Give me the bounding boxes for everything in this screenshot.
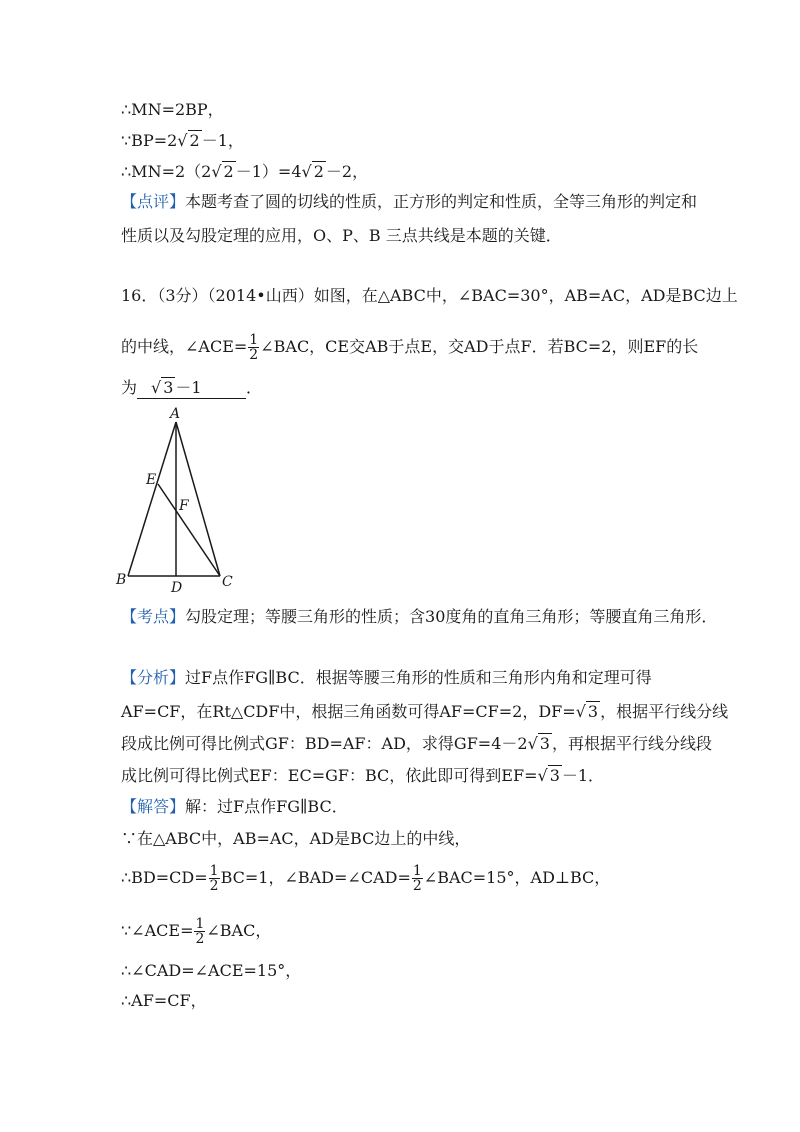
text: ，根据平行线分线 — [600, 702, 729, 721]
solution-line-6 — [121, 991, 207, 1011]
numerator: 1 — [249, 332, 259, 348]
sqrt-symbol: √ 2 — [301, 162, 324, 181]
text: －1）=4 — [235, 162, 302, 181]
text: 成比例可得比例式EF：EC=GF：BC，依此即可得到EF= — [121, 766, 538, 785]
text: 为 — [121, 378, 138, 397]
segment-ce — [158, 484, 220, 576]
comment-line — [121, 192, 697, 212]
numerator: 1 — [195, 916, 205, 932]
answer-blank — [137, 378, 246, 399]
text: 勾股定理；等腰三角形的性质；含30度角的直角三角形；等腰直角三角形． — [185, 607, 718, 626]
text: ∠BAC，CE交AB于点E，交AD于点F．若BC=2，则EF的长 — [260, 337, 699, 356]
answer-line — [121, 378, 262, 399]
label-d: D — [171, 580, 183, 594]
denominator: 2 — [249, 347, 259, 363]
text: ∵BP=2 — [121, 131, 178, 150]
radicand: 2 — [223, 162, 234, 181]
section-tag-comment: 【点评】 — [121, 192, 186, 211]
question-line-1 — [121, 286, 738, 306]
text: ∴MN=2BP， — [121, 100, 224, 119]
label-a: A — [170, 406, 181, 422]
radicand: 3 — [549, 766, 560, 785]
sqrt-symbol: √ 2 — [211, 162, 234, 181]
fraction — [412, 864, 423, 893]
solution-line-1 — [121, 797, 348, 817]
analysis-line-1 — [121, 668, 652, 688]
analysis-line-4 — [121, 766, 604, 786]
text: ∴AF=CF， — [121, 991, 207, 1010]
text: 的中线，∠ACE= — [121, 337, 248, 356]
text: 本题考查了圆的切线的性质，正方形的判定和性质，全等三角形的判定和 — [185, 192, 698, 211]
text: 16．（3分）（2014•山西）如图，在△ABC中，∠BAC=30°，AB=AC，AD是BC边上 — [121, 286, 738, 305]
text: －2， — [325, 162, 369, 181]
text: 性质以及勾股定理的应用，O、P、B 三点共线是本题的关键． — [121, 226, 562, 245]
solution-line-5 — [121, 961, 301, 981]
text-line-2 — [121, 131, 244, 151]
solution-line-4 — [121, 917, 271, 946]
denominator: 2 — [412, 878, 422, 894]
sqrt-symbol: √ 3 — [575, 702, 599, 721]
text: ∵在△ABC中，AB=AC，AD是BC边上的中线， — [121, 829, 471, 848]
section-tag-solution: 【解答】 — [121, 797, 186, 816]
text-line-5 — [121, 226, 562, 246]
text: ∵∠ACE= — [121, 921, 194, 940]
text: －1 — [175, 378, 202, 397]
text: ，再根据平行线分线段 — [551, 734, 712, 753]
solution-line-3 — [121, 864, 610, 893]
text: ∠BAC， — [206, 921, 272, 940]
text-line-1 — [121, 100, 224, 120]
text: 过F点作FG∥BC．根据等腰三角形的性质和三角形内角和定理可得 — [185, 668, 652, 687]
fraction — [194, 917, 205, 946]
text: ∴∠CAD=∠ACE=15°， — [121, 961, 302, 980]
triangle-figure — [112, 404, 242, 594]
text: ∠BAC=15°，AD⊥BC， — [423, 868, 611, 887]
analysis-line-2 — [121, 702, 728, 722]
label-b: B — [116, 572, 127, 588]
solution-line-2 — [121, 829, 470, 849]
text-line-3 — [121, 162, 368, 182]
text: AF=CF，在Rt△CDF中，根据三角函数可得AF=CF=2，DF= — [121, 702, 576, 721]
section-tag-topic: 【考点】 — [121, 607, 186, 626]
radicand: 2 — [313, 162, 324, 181]
text: ． — [246, 378, 263, 397]
question-line-2 — [121, 333, 698, 362]
fraction — [248, 333, 259, 362]
sqrt-symbol: √ 3 — [527, 734, 550, 753]
denominator: 2 — [195, 931, 205, 947]
text: ∴MN=2（2 — [121, 162, 212, 181]
text: BC=1，∠BAD=∠CAD= — [220, 868, 411, 887]
radicand: 3 — [539, 734, 550, 753]
text: 段成比例可得比例式GF：BD=AF：AD，求得GF=4－2 — [121, 734, 528, 753]
text: －1， — [201, 131, 244, 150]
radicand: 3 — [163, 378, 174, 397]
topic-line — [121, 607, 717, 627]
label-c: C — [222, 574, 233, 590]
text: 解：过F点作FG∥BC． — [185, 797, 348, 816]
label-e: E — [146, 472, 157, 488]
sqrt-symbol: √ 2 — [177, 131, 200, 150]
section-tag-analysis: 【分析】 — [121, 668, 186, 687]
numerator: 1 — [412, 863, 422, 879]
label-f: F — [179, 498, 189, 514]
fraction — [209, 864, 220, 893]
radicand: 2 — [189, 131, 200, 150]
denominator: 2 — [209, 878, 219, 894]
sqrt-symbol: √ 3 — [151, 378, 174, 397]
sqrt-symbol: √ 3 — [537, 766, 560, 785]
numerator: 1 — [209, 863, 219, 879]
radicand: 3 — [587, 702, 599, 721]
text: ∴BD=CD= — [121, 868, 208, 887]
text: －1． — [561, 766, 605, 785]
analysis-line-3 — [121, 734, 712, 754]
